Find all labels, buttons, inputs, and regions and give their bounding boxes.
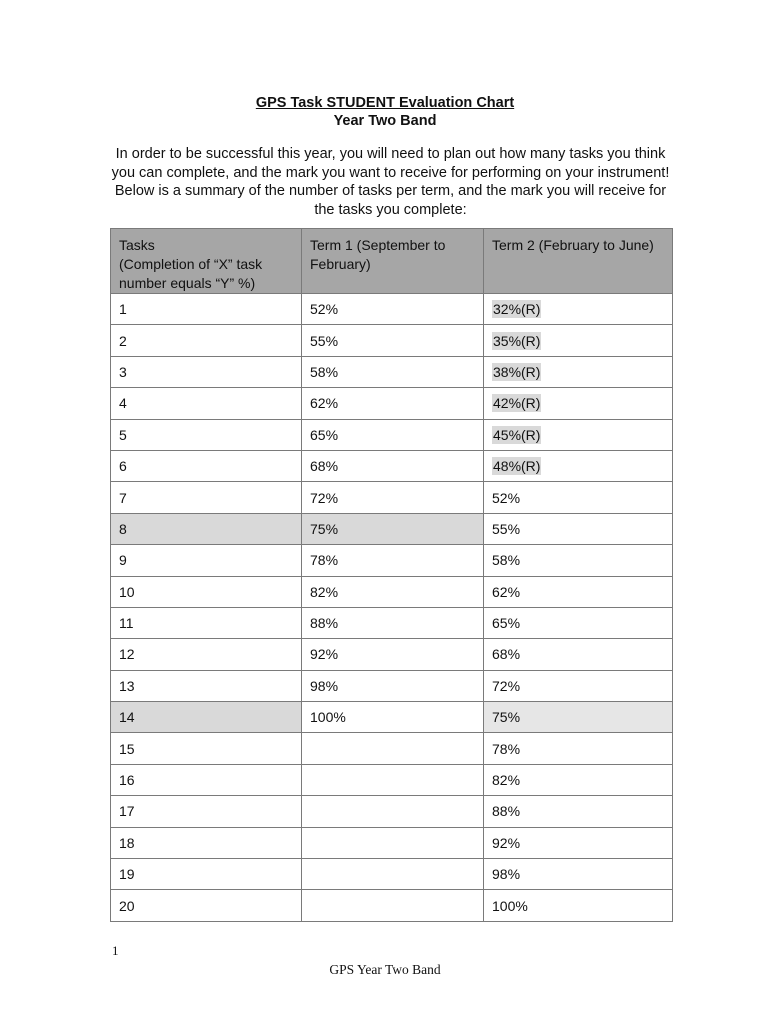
page-number: 1 xyxy=(112,943,119,958)
header-term1: Term 1 (September to February) xyxy=(302,229,484,294)
table-row xyxy=(111,388,673,419)
cell-term2-mark: 62% xyxy=(484,576,673,607)
table-row xyxy=(111,827,673,858)
cell-task-number: 15 xyxy=(111,733,302,764)
table-row xyxy=(111,356,673,387)
intro-paragraph: In order to be successful this year, you will need to plan out how many tasks you think you can complete, and the mark you want to receive for performing on your instrument! Below is a summary of the number of tasks per term, and the mark you will receive for the tasks you complete: xyxy=(111,146,670,218)
table-row xyxy=(111,545,673,576)
cell-term1-mark: 55% xyxy=(302,325,484,356)
cell-term1-mark xyxy=(302,859,484,890)
table-row xyxy=(111,859,673,890)
table-row xyxy=(111,419,673,450)
table-header-row xyxy=(111,229,673,294)
cell-term1-mark xyxy=(302,827,484,858)
cell-term2-mark xyxy=(484,356,673,387)
cell-term2-mark xyxy=(484,419,673,450)
cell-task-number: 9 xyxy=(111,545,302,576)
cell-task-number: 10 xyxy=(111,576,302,607)
term2-mark-highlighted: 35%(R) xyxy=(493,332,541,349)
cell-term2-mark: 75% xyxy=(484,702,673,733)
term2-mark-highlighted: 38%(R) xyxy=(493,363,541,380)
table-row xyxy=(111,325,673,356)
cell-term2-mark: 65% xyxy=(484,607,673,638)
table-row xyxy=(111,890,673,921)
term2-mark-highlighted: 45%(R) xyxy=(493,426,541,443)
header-tasks-label: Tasks (Completion of “X” task number equals “Y” %) xyxy=(119,237,263,291)
cell-term2-mark: 72% xyxy=(484,670,673,701)
term2-mark-highlighted: 32%(R) xyxy=(493,301,541,318)
header-tasks xyxy=(111,229,302,294)
page-footer: GPS Year Two Band xyxy=(329,962,441,977)
cell-term1-mark: 92% xyxy=(302,639,484,670)
table-body xyxy=(111,294,673,922)
cell-term1-mark xyxy=(302,733,484,764)
cell-term2-mark: 52% xyxy=(484,482,673,513)
table-row xyxy=(111,482,673,513)
cell-term2-mark: 98% xyxy=(484,859,673,890)
term2-mark-highlighted: 48%(R) xyxy=(493,458,541,475)
cell-term2-mark xyxy=(484,325,673,356)
cell-term1-mark: 65% xyxy=(302,419,484,450)
cell-task-number: 14 xyxy=(111,702,302,733)
table-row xyxy=(111,513,673,544)
cell-term2-mark: 55% xyxy=(484,513,673,544)
cell-term1-mark xyxy=(302,796,484,827)
cell-term2-mark: 88% xyxy=(484,796,673,827)
cell-term2-mark: 92% xyxy=(484,827,673,858)
cell-term2-mark: 68% xyxy=(484,639,673,670)
cell-task-number: 8 xyxy=(111,513,302,544)
cell-term1-mark xyxy=(302,890,484,921)
cell-term2-mark: 82% xyxy=(484,764,673,795)
cell-task-number: 3 xyxy=(111,356,302,387)
document-subtitle: Year Two Band xyxy=(333,113,437,129)
cell-task-number: 13 xyxy=(111,670,302,701)
term2-mark-highlighted: 42%(R) xyxy=(493,395,541,412)
header-term2: Term 2 (February to June) xyxy=(484,229,673,294)
cell-term2-mark: 78% xyxy=(484,733,673,764)
cell-task-number: 5 xyxy=(111,419,302,450)
cell-task-number: 19 xyxy=(111,859,302,890)
cell-task-number: 2 xyxy=(111,325,302,356)
cell-task-number: 1 xyxy=(111,294,302,325)
table-row xyxy=(111,450,673,481)
table-row xyxy=(111,733,673,764)
table-row xyxy=(111,639,673,670)
cell-term1-mark: 100% xyxy=(302,702,484,733)
table-row xyxy=(111,764,673,795)
cell-task-number: 20 xyxy=(111,890,302,921)
cell-task-number: 18 xyxy=(111,827,302,858)
cell-task-number: 4 xyxy=(111,388,302,419)
cell-term2-mark xyxy=(484,388,673,419)
cell-task-number: 12 xyxy=(111,639,302,670)
table-row xyxy=(111,607,673,638)
cell-task-number: 7 xyxy=(111,482,302,513)
cell-term2-mark xyxy=(484,294,673,325)
cell-term1-mark: 82% xyxy=(302,576,484,607)
table-row xyxy=(111,576,673,607)
cell-task-number: 6 xyxy=(111,450,302,481)
cell-term1-mark: 88% xyxy=(302,607,484,638)
cell-term2-mark: 58% xyxy=(484,545,673,576)
table-row xyxy=(111,796,673,827)
cell-term1-mark: 78% xyxy=(302,545,484,576)
evaluation-table xyxy=(110,228,673,922)
cell-term1-mark: 72% xyxy=(302,482,484,513)
cell-term1-mark: 68% xyxy=(302,450,484,481)
cell-term2-mark xyxy=(484,450,673,481)
cell-term1-mark xyxy=(302,764,484,795)
document-title: GPS Task STUDENT Evaluation Chart xyxy=(255,95,515,111)
table-row xyxy=(111,294,673,325)
cell-term1-mark: 75% xyxy=(302,513,484,544)
cell-term1-mark: 52% xyxy=(302,294,484,325)
cell-task-number: 16 xyxy=(111,764,302,795)
cell-term2-mark: 100% xyxy=(484,890,673,921)
cell-task-number: 11 xyxy=(111,607,302,638)
table-row xyxy=(111,702,673,733)
cell-task-number: 17 xyxy=(111,796,302,827)
table-row xyxy=(111,670,673,701)
cell-term1-mark: 98% xyxy=(302,670,484,701)
cell-term1-mark: 58% xyxy=(302,356,484,387)
cell-term1-mark: 62% xyxy=(302,388,484,419)
